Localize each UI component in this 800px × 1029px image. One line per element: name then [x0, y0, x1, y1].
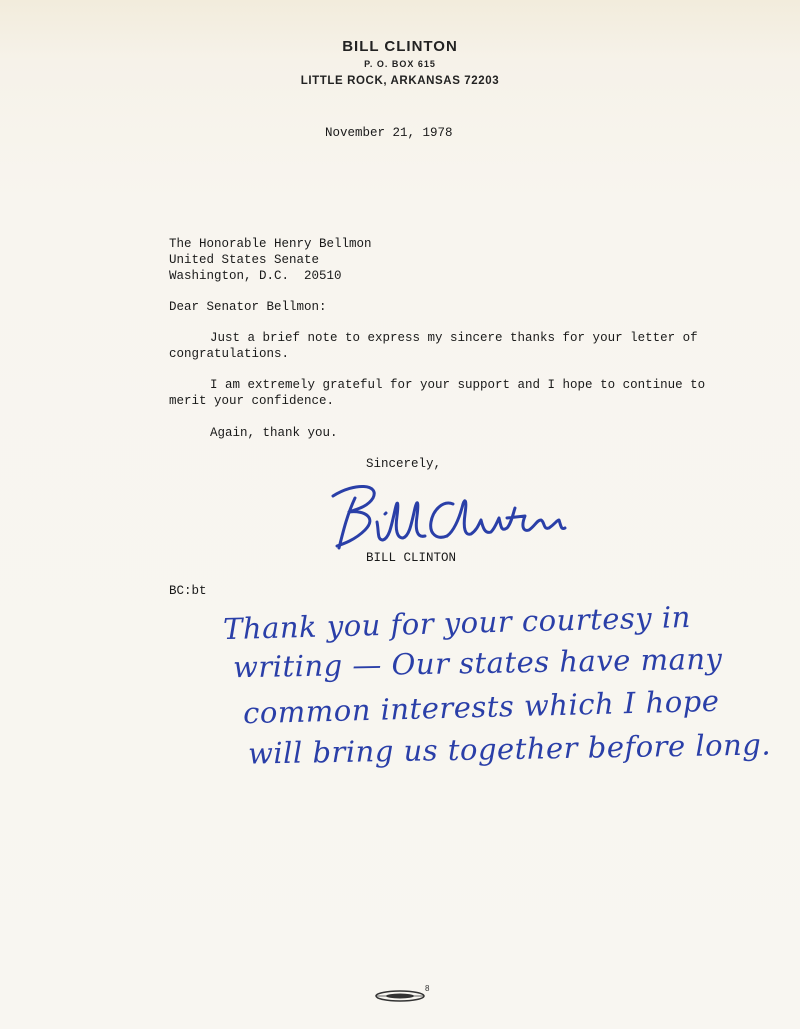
recipient-city: Washington, D.C. 20510: [169, 269, 342, 283]
note-line: writing — Our states have many: [232, 641, 723, 685]
paragraph-3: Again, thank you.: [210, 426, 338, 440]
typed-signature-name: BILL CLINTON: [366, 551, 457, 565]
note-line: will bring us together before long.: [247, 727, 772, 771]
closing: Sincerely,: [366, 457, 442, 471]
typist-initials: BC:bt: [169, 584, 207, 598]
union-label-icon: [372, 987, 432, 1005]
letterhead-city: LITTLE ROCK, ARKANSAS 72203: [300, 75, 500, 87]
letterhead-po-box: P. O. BOX 615: [364, 59, 436, 69]
paragraph-2-line-1: I am extremely grateful for your support and I hope to continue to: [210, 378, 706, 392]
paragraph-1-line-2: congratulations.: [169, 347, 290, 361]
salutation: Dear Senator Bellmon:: [169, 300, 327, 314]
union-label-number: 8: [425, 984, 430, 993]
note-line: Thank you for your courtesy in: [222, 599, 692, 647]
paragraph-1-line-1: Just a brief note to express my sincere thanks for your letter of: [210, 331, 698, 345]
recipient-name: The Honorable Henry Bellmon: [169, 237, 372, 251]
handwritten-signature: [325, 470, 575, 560]
letterhead-name: BILL CLINTON: [342, 38, 458, 55]
note-line: common interests which I hope: [242, 683, 720, 731]
letter-date: November 21, 1978: [325, 126, 453, 140]
recipient-organization: United States Senate: [169, 253, 320, 267]
paragraph-2-line-2: merit your confidence.: [169, 394, 335, 408]
handwritten-note: [215, 599, 772, 800]
